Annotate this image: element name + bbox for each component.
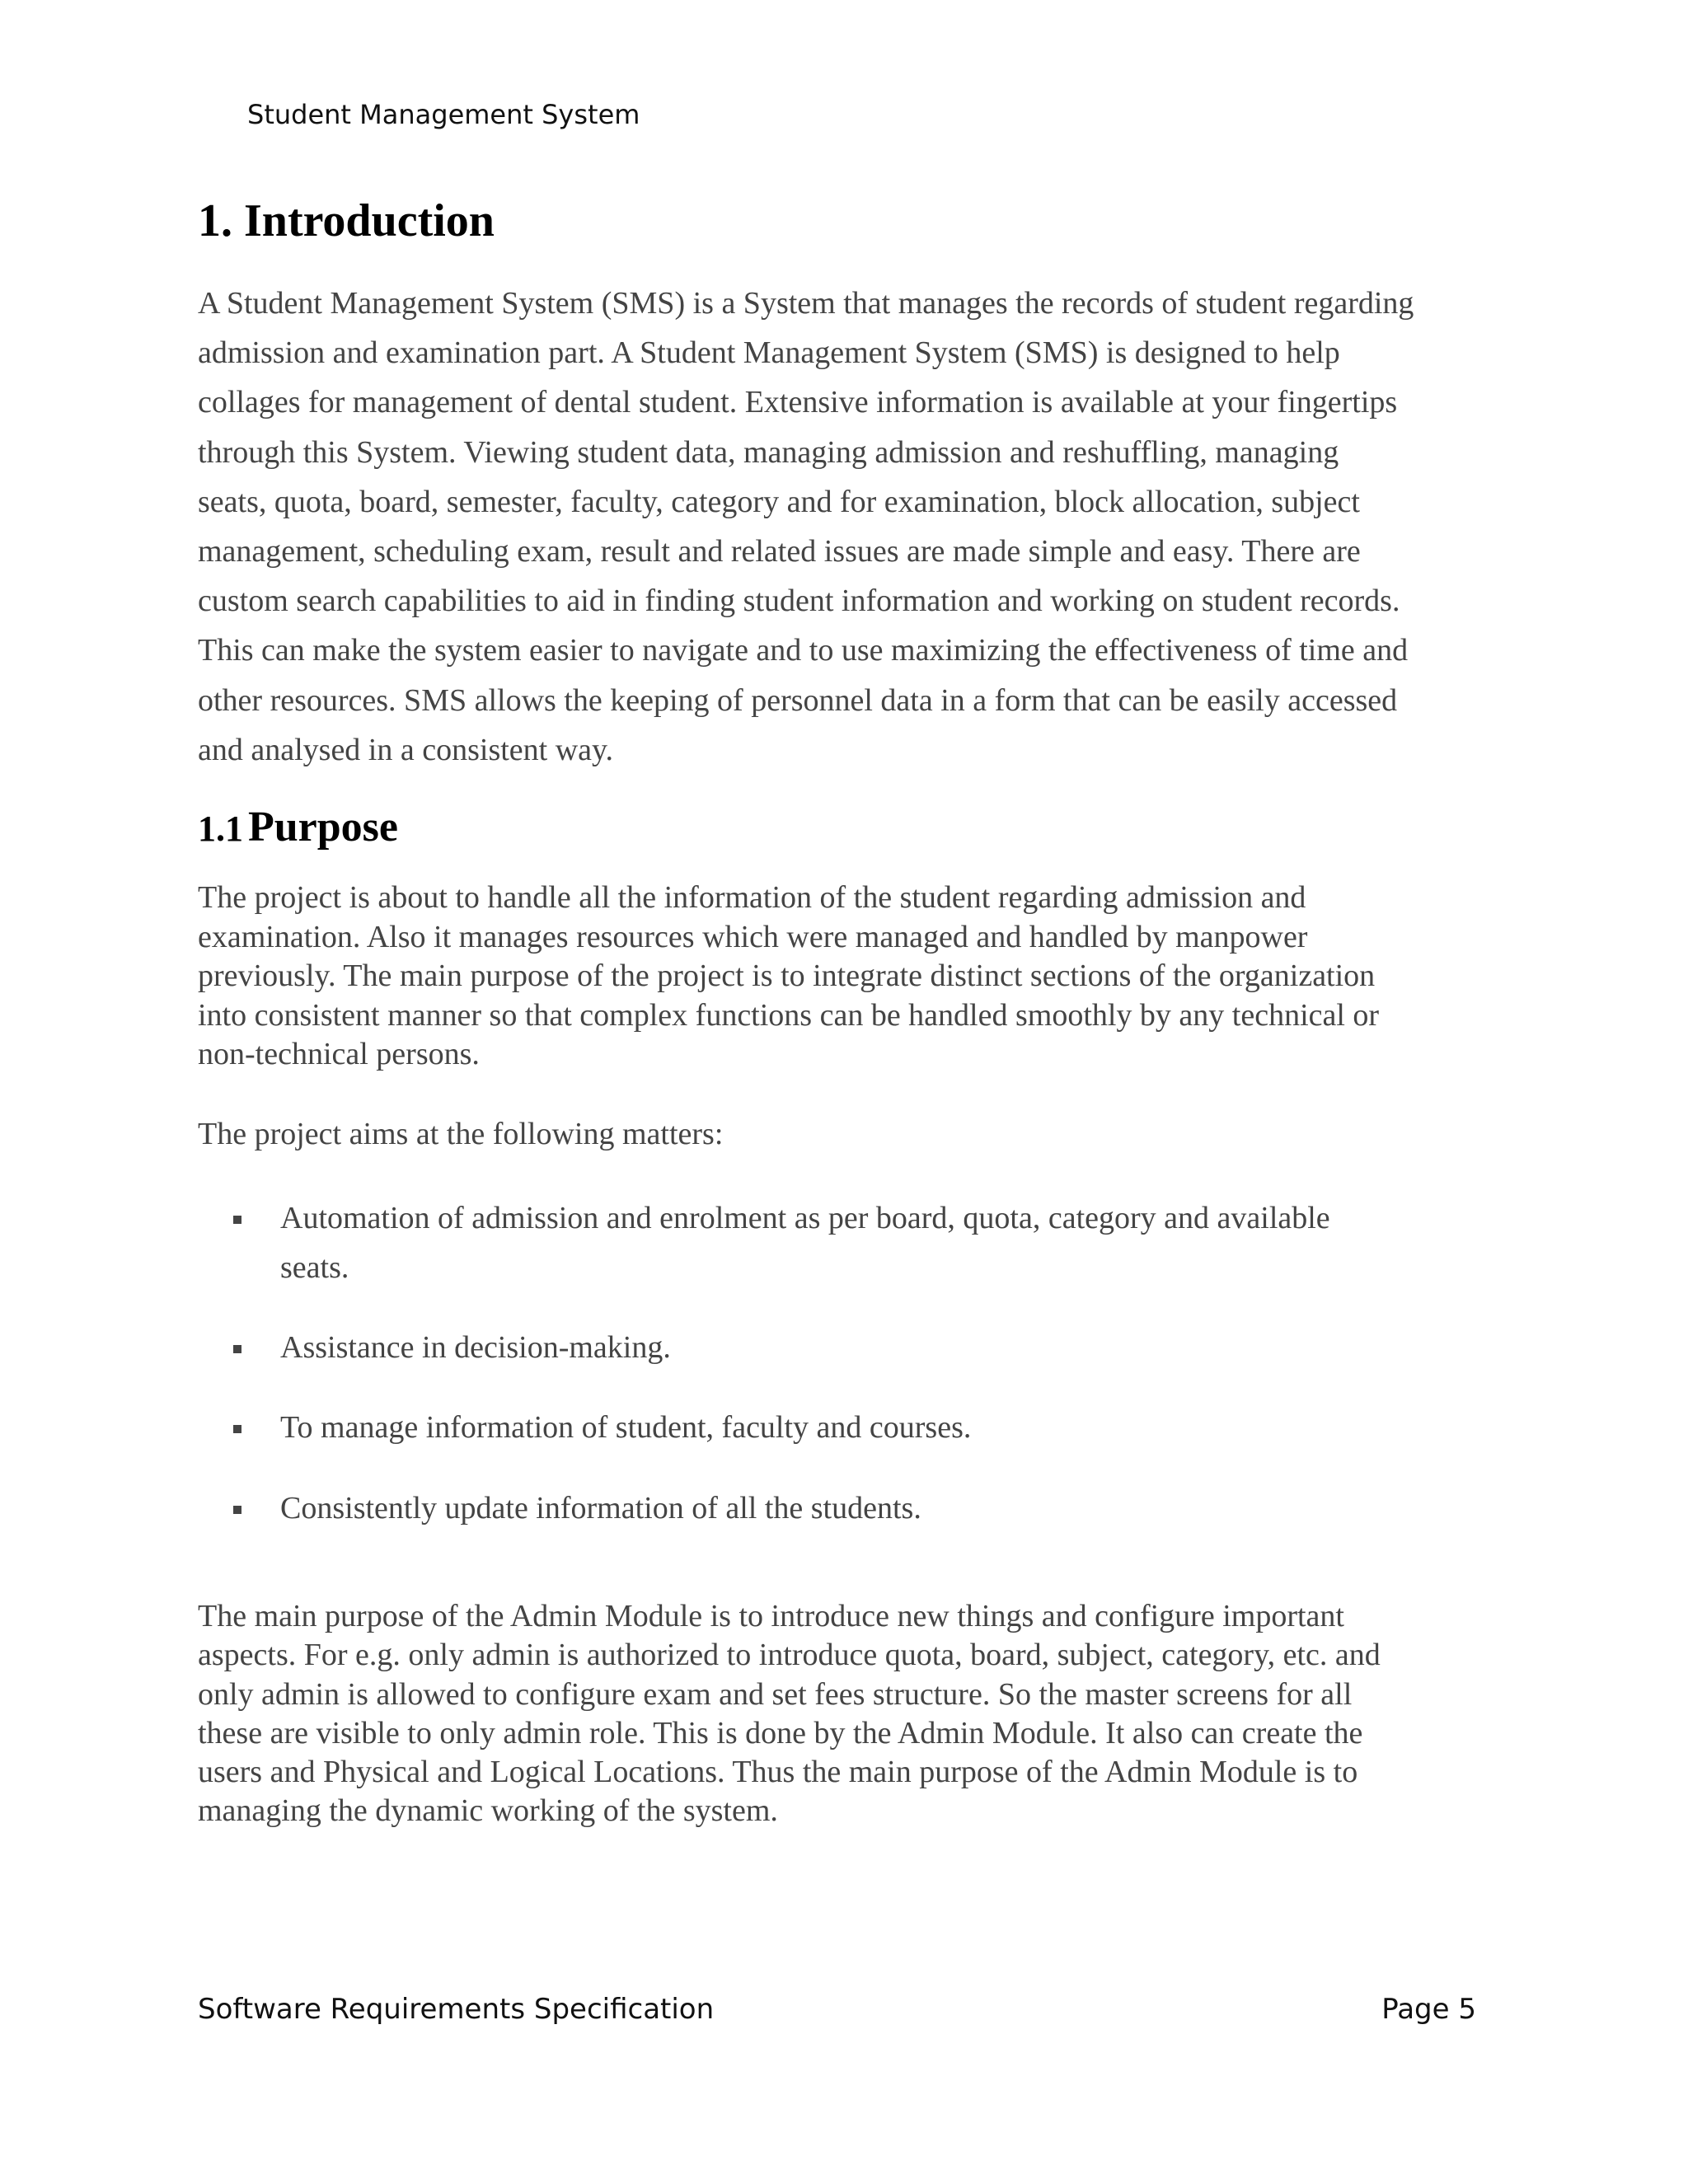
- paragraph-line: collages for management of dental student. Extensive information is available at your fingertips: [198, 385, 1398, 420]
- subsection-heading: [198, 803, 398, 851]
- paragraph-line: seats, quota, board, semester, faculty, category and for examination, block allocation, subject: [198, 484, 1360, 519]
- paragraph-line: through this System. Viewing student data, managing admission and reshuffling, managing: [198, 434, 1339, 470]
- subsection-title: Purpose: [248, 804, 398, 851]
- list-item-line: Assistance in decision-making.: [280, 1330, 671, 1365]
- square-bullet-icon: [233, 1425, 241, 1433]
- list-item-text: [280, 1323, 671, 1372]
- square-bullet-icon: [233, 1216, 241, 1224]
- paragraph-line: into consistent manner so that complex functions can be handled smoothly by any technical or: [198, 997, 1380, 1033]
- list-item-line: Consistently update information of all the students.: [280, 1491, 921, 1526]
- admin-module-paragraph: [198, 1597, 1492, 1831]
- paragraph-line: The main purpose of the Admin Module is to introduce new things and configure important: [198, 1599, 1344, 1633]
- list-item-text: [280, 1403, 971, 1452]
- subsection-number: 1.1: [198, 808, 243, 849]
- list-item-line: seats.: [280, 1250, 349, 1285]
- paragraph-line: other resources. SMS allows the keeping of personnel data in a form that can be easily accessed: [198, 682, 1398, 718]
- paragraph-line: only admin is allowed to configure exam and set fees structure. So the master screens for all: [198, 1676, 1353, 1712]
- square-bullet-icon: [233, 1506, 241, 1514]
- paragraph-line: aspects. For e.g. only admin is authorized to introduce quota, board, subject, category, etc. and: [198, 1638, 1381, 1673]
- paragraph-line: and analysed in a consistent way.: [198, 732, 614, 767]
- square-bullet-icon: [233, 1345, 241, 1353]
- paragraph-line: users and Physical and Logical Locations. Thus the main purpose of the Admin Module is to: [198, 1755, 1358, 1790]
- list-item-text: [280, 1483, 921, 1533]
- paragraph-line: admission and examination part. A Student Management System (SMS) is designed to help: [198, 335, 1340, 371]
- paragraph-line: The project is about to handle all the information of the student regarding admission and: [198, 880, 1306, 915]
- paragraph-line: managing the dynamic working of the system.: [198, 1793, 778, 1829]
- list-item-line: Automation of admission and enrolment as per board, quota, category and available: [280, 1201, 1330, 1235]
- aims-intro: The project aims at the following matters:: [198, 1117, 724, 1151]
- footer-page-number: Page 5: [1381, 1993, 1476, 2026]
- paragraph-line: A Student Management System (SMS) is a System that manages the records of student regarding: [198, 286, 1414, 321]
- paragraph-line: non-technical persons.: [198, 1037, 480, 1071]
- paragraph-line: custom search capabilities to aid in finding student information and working on student records.: [198, 583, 1400, 619]
- footer-document-title: Software Requirements Specification: [198, 1993, 715, 2026]
- section-heading: 1. Introduction: [198, 195, 495, 246]
- paragraph-line: examination. Also it manages resources which were managed and handled by manpower: [198, 919, 1308, 954]
- purpose-paragraph: [198, 879, 1492, 1075]
- list-item-text: [280, 1193, 1330, 1292]
- introduction-paragraph: [198, 279, 1492, 775]
- paragraph-line: these are visible to only admin role. This is done by the Admin Module. It also can create the: [198, 1715, 1363, 1750]
- paragraph-line: previously. The main purpose of the project is to integrate distinct sections of the organization: [198, 958, 1376, 993]
- paragraph-line: management, scheduling exam, result and related issues are made simple and easy. There are: [198, 534, 1361, 569]
- paragraph-line: This can make the system easier to navigate and to use maximizing the effectiveness of time and: [198, 633, 1409, 668]
- list-item-line: To manage information of student, faculty and courses.: [280, 1410, 972, 1445]
- running-header: Student Management System: [247, 99, 640, 130]
